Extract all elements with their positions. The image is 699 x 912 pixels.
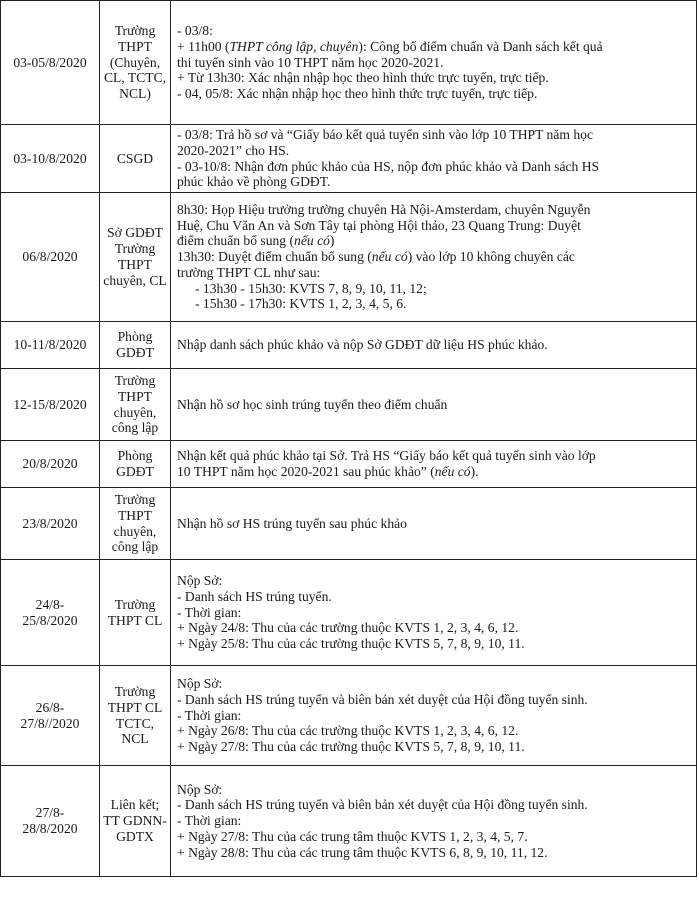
- date-cell: 06/8/2020: [1, 193, 100, 322]
- unit-cell: [100, 1, 171, 125]
- unit-line: Trường: [114, 491, 156, 507]
- unit-line: công lập: [111, 539, 159, 555]
- unit-line: THPT: [118, 38, 152, 54]
- content-line: - Danh sách HS trúng tuyển và biên bản xét duyệt của Hội đồng tuyển sinh.: [177, 691, 588, 707]
- unit-line: Phòng: [117, 448, 153, 464]
- unit-cell: [100, 766, 171, 877]
- content-line: - Danh sách HS trúng tuyển và biên bản xét duyệt của Hội đồng tuyển sinh.: [177, 797, 588, 813]
- unit-line: công lập: [111, 420, 159, 436]
- content-line: - 13h30 - 15h30: KVTS 7, 8, 9, 10, 11, 12;: [195, 280, 427, 296]
- unit-line: Sở GDĐT: [107, 225, 163, 241]
- unit-line: GDĐT: [116, 345, 154, 360]
- content-line: - 03/8:: [177, 23, 213, 38]
- content-line: - Thời gian:: [177, 604, 242, 620]
- content-line: 10 THPT năm học 2020-2021 sau phúc khảo” (nếu có).: [177, 464, 479, 479]
- schedule-row: [1, 322, 697, 369]
- unit-line: Trường: [114, 23, 156, 38]
- unit-cell: [100, 125, 171, 193]
- content-line: trường THPT CL như sau:: [177, 264, 321, 280]
- content-line: Nộp Sở:: [177, 781, 223, 797]
- unit-line: Liên kết;: [110, 797, 160, 813]
- content-line: 13h30: Duyệt điểm chuẩn bổ sung (nếu có) vào lớp 10 không chuyên các: [177, 249, 575, 265]
- content-line: + 11h00 (THPT công lập, chuyên): Công bố điểm chuẩn và Danh sách kết quả: [177, 38, 603, 54]
- unit-line: NCL: [121, 731, 149, 747]
- unit-line: Phòng: [117, 329, 153, 345]
- content-line: + Ngày 27/8: Thu của các trường thuộc KVTS 5, 7, 8, 9, 10, 11.: [177, 739, 525, 755]
- content-cell: [171, 666, 697, 766]
- content-line: 2020-2021” cho HS.: [177, 142, 290, 158]
- date-cell: 20/8/2020: [1, 441, 100, 488]
- content-line: phúc khảo về phòng GDĐT.: [177, 174, 331, 190]
- content-cell: [171, 322, 697, 369]
- unit-line: THPT CL: [107, 612, 163, 628]
- content-line: Nhận hồ sơ HS trúng tuyển sau phúc khảo: [177, 515, 407, 531]
- date-cell: 24/8- 25/8/2020: [1, 560, 100, 666]
- unit-line: CL, TCTC,: [103, 70, 167, 86]
- date-cell: 03-10/8/2020: [1, 125, 100, 193]
- unit-cell: [100, 488, 171, 560]
- date-cell: 26/8- 27/8//2020: [1, 666, 100, 766]
- content-cell: [171, 441, 697, 488]
- schedule-row: [1, 125, 697, 193]
- schedule-row: [1, 369, 697, 441]
- schedule-row: [1, 1, 697, 125]
- unit-line: chuyên,: [113, 523, 157, 539]
- content-line: - Thời gian:: [177, 707, 242, 723]
- schedule-row: [1, 560, 697, 666]
- unit-line: THPT: [118, 507, 152, 523]
- content-cell: [171, 766, 697, 877]
- content-line: + Từ 13h30: Xác nhận nhập học theo hình thức trực tuyến, trực tiếp.: [177, 70, 549, 86]
- content-line: Huệ, Chu Văn An và Sơn Tây tại phòng Hội thảo, 23 Quang Trung: Duyệt: [177, 217, 581, 233]
- date-cell: 23/8/2020: [1, 488, 100, 560]
- unit-line: chuyên, CL: [103, 272, 167, 288]
- unit-line: THPT: [118, 257, 152, 272]
- unit-cell: [100, 666, 171, 766]
- unit-cell: [100, 193, 171, 322]
- content-line: Nhập danh sách phúc khảo và nộp Sở GDĐT dữ liệu HS phúc khảo.: [177, 337, 548, 353]
- content-line: - 03/8: Trả hồ sơ và “Giấy báo kết quả tuyển sinh vào lớp 10 THPT năm học: [177, 126, 593, 142]
- content-line: Nhận hồ sơ học sinh trúng tuyển theo điểm chuẩn: [177, 396, 448, 412]
- schedule-row: [1, 193, 697, 322]
- content-line: + Ngày 24/8: Thu của các trường thuộc KVTS 1, 2, 3, 4, 6, 12.: [177, 620, 519, 636]
- unit-cell: [100, 322, 171, 369]
- content-cell: [171, 369, 697, 441]
- unit-line: CSGD: [116, 150, 154, 166]
- unit-line: Trường: [114, 596, 156, 612]
- content-cell: [171, 125, 697, 193]
- date-cell: 12-15/8/2020: [1, 369, 100, 441]
- content-line: Nộp Sở:: [177, 573, 223, 588]
- content-line: 8h30: Họp Hiệu trưởng trường chuyên Hà Nội-Amsterdam, chuyên Nguyễn: [177, 201, 591, 217]
- unit-line: chuyên,: [113, 404, 157, 420]
- content-line: Nhận kết quả phúc khảo tại Sở. Trả HS “Giấy báo kết quả tuyển sinh vào lớp: [177, 448, 596, 464]
- unit-cell: [100, 560, 171, 666]
- date-cell: 27/8- 28/8/2020: [1, 766, 100, 877]
- schedule-row: [1, 766, 697, 877]
- content-line: - 15h30 - 17h30: KVTS 1, 2, 3, 4, 5, 6.: [195, 296, 407, 312]
- unit-line: GDTX: [116, 828, 154, 844]
- content-line: thi tuyển sinh vào 10 THPT năm học 2020-2021.: [177, 54, 444, 70]
- unit-line: THPT CL: [107, 699, 163, 715]
- content-cell: [171, 1, 697, 125]
- unit-line: (Chuyên,: [109, 54, 161, 70]
- unit-line: Trường: [114, 683, 156, 699]
- date-cell: 03-05/8/2020: [1, 1, 100, 125]
- unit-cell: [100, 441, 171, 488]
- content-line: + Ngày 28/8: Thu của các trung tâm thuộc KVTS 6, 8, 9, 10, 11, 12.: [177, 844, 548, 860]
- content-line: + Ngày 25/8: Thu của các trường thuộc KVTS 5, 7, 8, 9, 10, 11.: [177, 636, 525, 652]
- unit-line: Trường: [114, 372, 156, 388]
- unit-line: TCTC,: [115, 715, 155, 731]
- unit-line: NCL): [119, 86, 151, 102]
- unit-line: GDĐT: [116, 464, 154, 479]
- content-line: - Danh sách HS trúng tuyển.: [177, 588, 332, 604]
- content-line: điểm chuẩn bổ sung (nếu có): [177, 233, 335, 249]
- content-line: - 03-10/8: Nhận đơn phúc khảo của HS, nộp đơn phúc khảo và Danh sách HS: [177, 158, 600, 174]
- unit-line: TT GDNN-: [103, 813, 167, 829]
- content-cell: [171, 488, 697, 560]
- content-line: + Ngày 27/8: Thu của các trung tâm thuộc KVTS 1, 2, 3, 4, 5, 7.: [177, 828, 528, 844]
- schedule-row: [1, 488, 697, 560]
- schedule-row: [1, 666, 697, 766]
- content-line: + Ngày 26/8: Thu của các trường thuộc KVTS 1, 2, 3, 4, 6, 12.: [177, 723, 519, 739]
- content-line: - 04, 05/8: Xác nhận nhập học theo hình thức trực tuyến, trực tiếp.: [177, 86, 538, 102]
- schedule-row: [1, 441, 697, 488]
- content-line: - Thời gian:: [177, 813, 242, 829]
- date-cell: 10-11/8/2020: [1, 322, 100, 369]
- content-cell: [171, 560, 697, 666]
- unit-line: Trường: [114, 241, 156, 257]
- unit-line: THPT: [118, 388, 152, 404]
- unit-cell: [100, 369, 171, 441]
- content-cell: [171, 193, 697, 322]
- content-line: Nộp Sở:: [177, 676, 223, 691]
